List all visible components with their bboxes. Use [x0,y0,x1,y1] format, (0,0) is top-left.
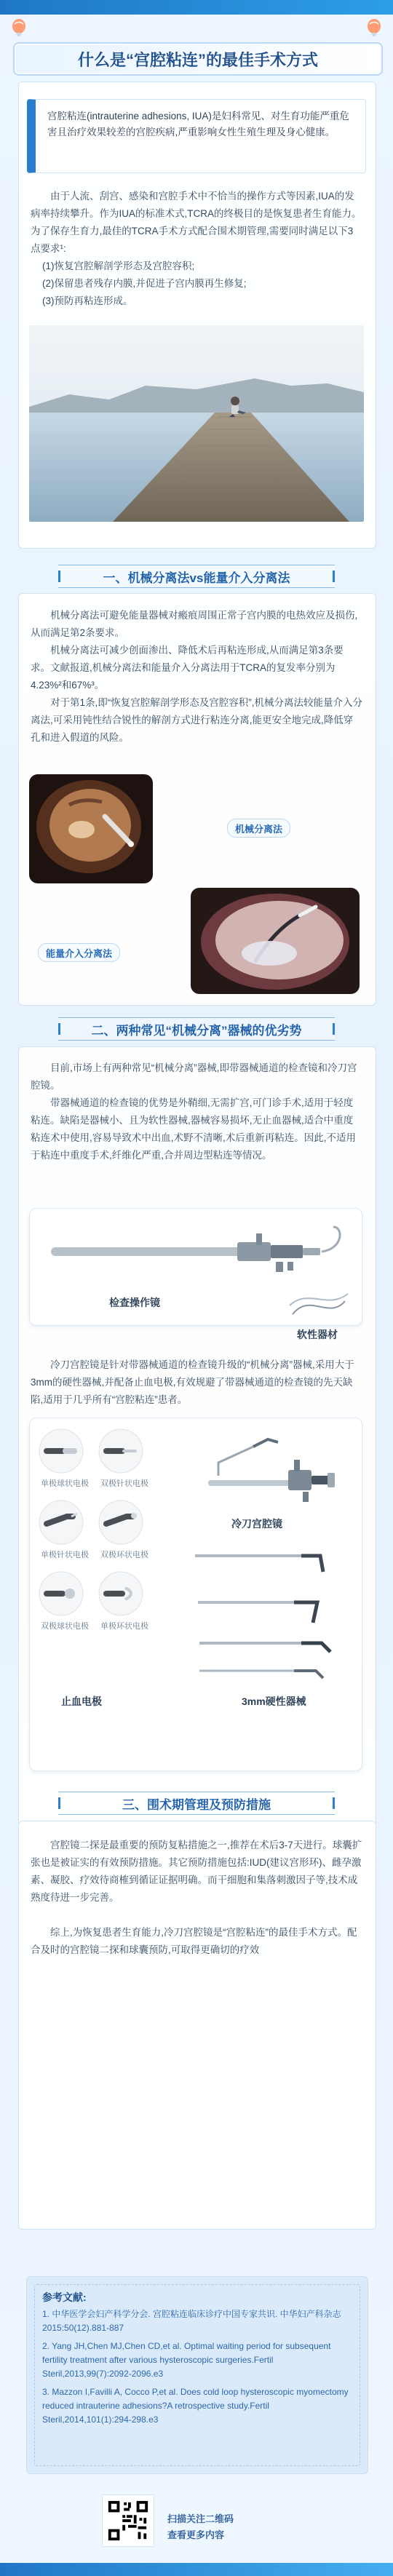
soft-instrument-label: 软性器材 [297,1329,338,1340]
electrode-label-2: 双极针状电极 [100,1479,148,1488]
electrode-label-3: 单极针状电极 [41,1551,89,1559]
electrode-thumb-2 [98,1428,144,1474]
requirement-2: (2)保留患者残存内膜,并促进子宫内膜再生修复; [42,278,247,289]
balloon-icon [365,19,383,39]
electrode-label-6: 单极环状电极 [100,1622,148,1631]
reference-item: 1. 中华医学会妇产科学分会. 宫腔粘连临床诊疗中国专家共识. 中华妇产科杂志 2015:50(12).881-887 [42,2309,341,2333]
hemostatic-electrode-label: 止血电极 [61,1696,102,1707]
qr-caption-line-2: 查看更多内容 [167,2529,225,2540]
section1-paragraph-2: 机械分离法可减少创面渗出、降低术后再粘连形成,从而满足第3条要求。文献报道,机械分离法和能量介入分离法用于TCRA的复发率分别为4.23%²和67%³。 [31,645,344,691]
section3-paragraph-1: 宫腔镜二探是最重要的预防复粘措施之一,推荐在术后3-7天进行。球囊扩张也是被证实的有效预防措施。其它预防措施包括:IUD(建议宫形环)、雌孕激素、凝胶、疗效待商榷到循证证据明确。而干细胞和集落刺激因子等,技术成熟度待进一步完善。 [31,1840,362,1903]
section2-paragraph-1: 目前,市场上有两种常见“机械分离”器械,即带器械通道的检查镜和冷刀宫腔镜。 [31,1062,357,1091]
requirement-1: (1)恢复宫腔解剖学形态及宫腔容积; [42,261,195,271]
soft-instrument-image [285,1288,351,1324]
qr-caption-line-1: 扫描关注二维码 [167,2513,234,2524]
energy-separation-label: 能量介入分离法 [38,943,120,962]
mechanical-separation-label: 机械分离法 [227,819,290,838]
references-inner [34,2284,360,2466]
qr-code [102,2494,154,2547]
qr-caption [167,2511,234,2543]
electrode-label-1: 单极球状电极 [41,1479,89,1488]
section3-paragraph-2: 综上,为恢复患者生育能力,冷刀宫腔镜是“宫腔粘连”的最佳手术方式。配合及时的宫腔镜二探和球囊预防,可取得更确切的疗效 [31,1927,357,1955]
references-title: 参考文献: [42,2291,87,2303]
mechanical-endoscopy-image [29,774,153,883]
examination-scope-label: 检查操作镜 [109,1297,160,1308]
section1-paragraph-3: 对于第1条,即“恢复宫腔解剖学形态及宫腔容积”,机械分离法较能量介入分离法,可采用钝性结合锐性的解剖方式进行粘连分离,能更安全地完成,降低穿孔和进入假道的风险。 [31,697,362,743]
section2-paragraph-3: 冷刀宫腔镜是针对带器械通道的检查镜升级的“机械分离”器械,采用大于3mm的硬性器械,并配备止血电极,有效规避了带器械通道的检查镜的先天缺陷,适用于几乎所有“宫腔粘连”患者。 [31,1359,354,1405]
electrode-label-5: 双极球状电极 [41,1622,89,1631]
cold-knife-hysteroscope-image [194,1425,346,1512]
section3-title: 三、围术期管理及预防措施 [58,1792,335,1815]
lakeside-photo [29,325,364,522]
page-title: 什么是“宫腔粘连”的最佳手术方式 [13,42,383,76]
balloon-icon [10,19,28,39]
energy-endoscopy-image [191,888,360,994]
intro-paragraph: 由于人流、刮宫、感染和宫腔手术中不恰当的操作方式等因素,IUA的发病率持续攀升。作为IUA的标准术式,TCRA的终极目的是恢复患者生育能力。为了保存生育力,最佳的TCRA手术方式配合围术期管理,需要同时满足以下3点要求¹: [31,191,362,254]
rigid-instrument-image [185,1543,351,1685]
reference-item: 2. Yang JH,Chen MJ,Chen CD,et al. Optimal waiting period for subsequent fertility treatment after various hysteroscopic surgeries.Fertil Steril,2013,99(7):2092-2096.e3 [42,2341,331,2379]
section1-paragraph-1: 机械分离法可避免能量器械对瘢痕周围正常子宫内膜的电热效应及损伤,从而满足第2条要求。 [31,610,358,638]
section2-title: 二、两种常见“机械分离”器械的优劣势 [58,1017,335,1041]
requirement-3: (3)预防再粘连形成。 [42,295,133,306]
section2-paragraph-2: 带器械通道的检查镜的优势是外鞘细,无需扩宫,可门诊手术,适用于轻度粘连。缺陷是器械小、且为软性器械,器械容易损坏,无止血器械,适合中重度粘连术中使用,容易导致术中出血,术野不清晰,术后重新再粘连。因此,不适用于粘连中重度手术,纤维化严重,合并周边型粘连等情况。 [31,1097,357,1161]
electrode-thumb-5 [38,1570,84,1617]
references-box [26,2276,368,2474]
section1-title: 一、机械分离法vs能量介入分离法 [58,565,335,588]
electrode-thumb-6 [98,1570,144,1617]
electrode-thumb-3 [38,1499,84,1546]
reference-item: 3. Mazzon I,Favilli A, Cocco P,et al. Does cold loop hysteroscopic myomectomy reduced intrauterine adhesions?A retrospective study.Fertil Steril,2014,101(1):294-298.e3 [42,2387,349,2425]
electrode-label-4: 双极环状电极 [100,1551,148,1559]
rigid-instrument-label: 3mm硬性器械 [242,1696,306,1707]
bottom-band [0,2563,393,2576]
top-band [0,0,393,15]
lead-summary: 宫腔粘连(intrauterine adhesions, IUA)是妇科常见、对生育功能严重危害且治疗效果较差的宫腔疾病,严重影响女性生殖生理及身心健康。 [27,99,366,173]
examination-scope-image [38,1220,351,1289]
electrode-thumb-4 [98,1499,144,1546]
cold-knife-label: 冷刀宫腔镜 [231,1518,282,1530]
electrode-thumb-1 [38,1428,84,1474]
